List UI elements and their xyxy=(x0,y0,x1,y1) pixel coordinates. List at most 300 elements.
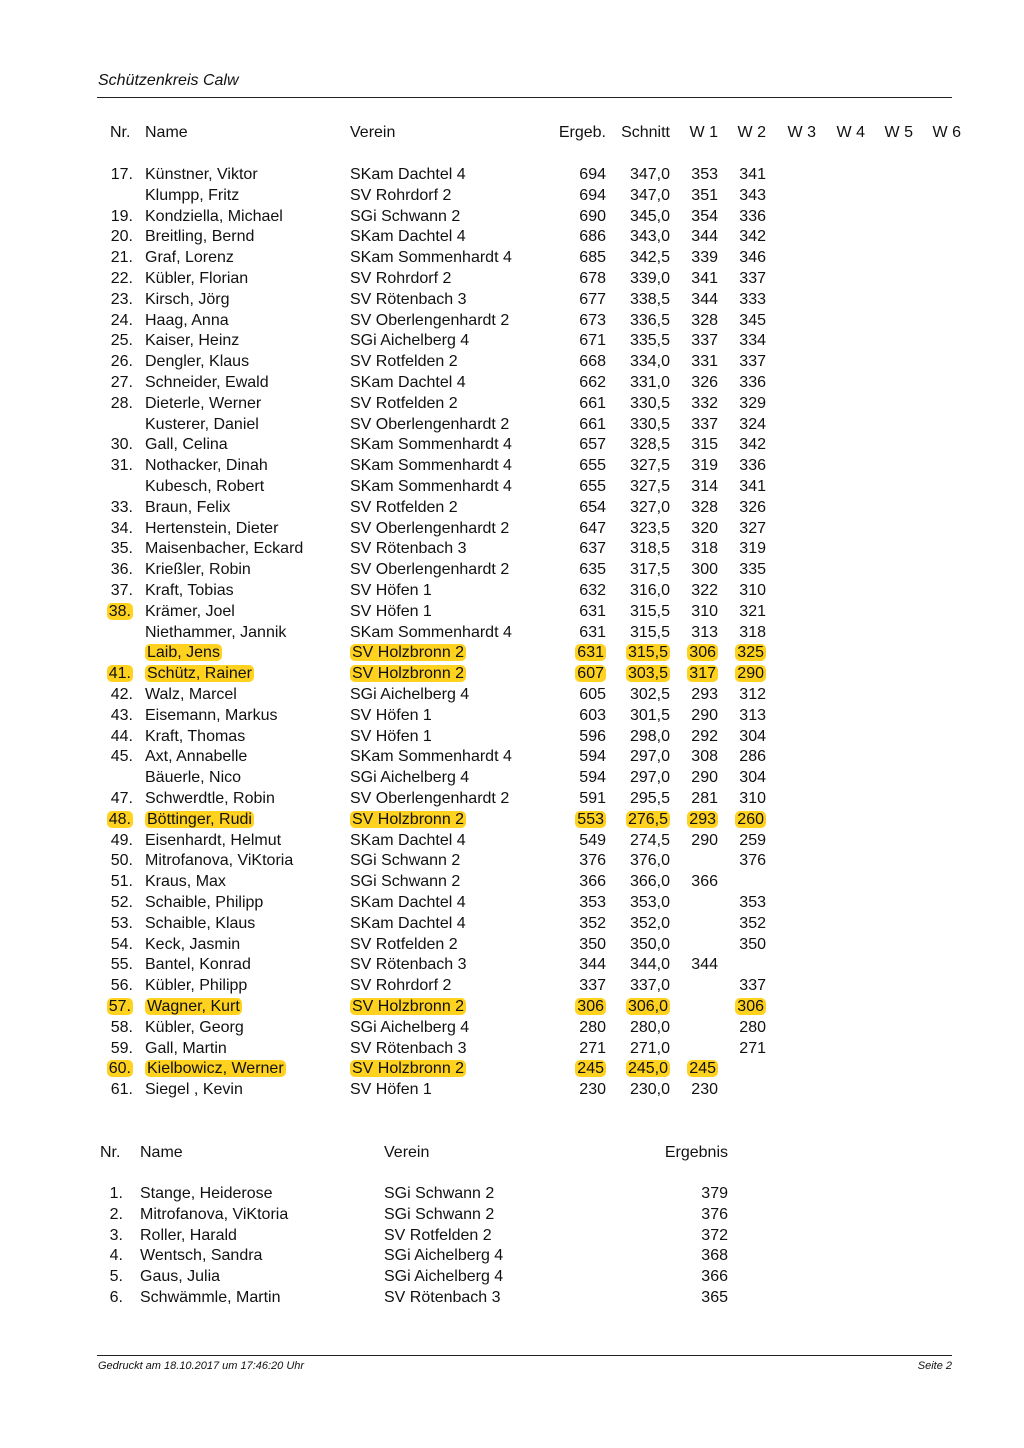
cell-w2 xyxy=(728,913,766,934)
cell-w2-text: 376 xyxy=(739,852,766,870)
cell-erg xyxy=(556,975,606,996)
cell-verein-text: SV Rohrdorf 2 xyxy=(350,186,452,204)
table-row xyxy=(0,830,1024,851)
cell-name-text: Krämer, Joel xyxy=(145,602,235,620)
cell-w1-text: 353 xyxy=(691,166,718,183)
cell-schnitt-text: 327,0 xyxy=(629,498,670,516)
cell-w2 xyxy=(728,559,766,580)
table-row xyxy=(0,268,1024,289)
cell-w2 xyxy=(728,788,766,809)
cell-schnitt xyxy=(614,850,670,871)
table-row xyxy=(0,642,1024,663)
cell-nr-text: 41. xyxy=(108,665,131,683)
cell-name xyxy=(145,767,241,788)
cell-name xyxy=(145,1058,286,1079)
cell-verein xyxy=(350,1058,466,1079)
table-row xyxy=(0,226,1024,247)
cell-name: Mitrofanova, ViKtoria xyxy=(140,1205,289,1223)
cell-name-text: Breitling, Bernd xyxy=(145,228,255,246)
cell-verein-text: SKam Sommenhardt 4 xyxy=(350,748,512,766)
table-row xyxy=(0,913,1024,934)
cell-nr: 6. xyxy=(109,1289,123,1306)
cell-verein-text: SV Rötenbach 3 xyxy=(350,956,467,974)
cell-erg: 365 xyxy=(701,1289,728,1306)
cell-verein-text: SV Holzbronn 2 xyxy=(352,665,465,683)
cell-w2 xyxy=(728,164,766,185)
cell-w2 xyxy=(728,206,766,227)
cell-verein xyxy=(350,476,512,497)
cell-nr-text: 52. xyxy=(110,894,133,911)
cell-name xyxy=(145,830,281,851)
cell-verein xyxy=(350,164,466,185)
cell-w2-text: 318 xyxy=(739,623,766,641)
cell-nr: 2. xyxy=(109,1205,123,1223)
cell-erg xyxy=(556,497,606,518)
cell-verein xyxy=(350,1079,432,1100)
cell-erg: 366 xyxy=(701,1268,728,1286)
cell-nr xyxy=(96,518,133,539)
cell-nr xyxy=(96,226,133,247)
cell-name-text: Walz, Marcel xyxy=(145,686,237,703)
cell-w2-text: 271 xyxy=(739,1039,766,1057)
cell-name xyxy=(145,455,268,476)
cell-schnitt xyxy=(614,830,670,851)
cell-name xyxy=(145,809,254,830)
cell-erg-text: 352 xyxy=(579,914,606,932)
cell-name xyxy=(145,247,234,268)
table-row xyxy=(0,372,1024,393)
cell-w1-text: 245 xyxy=(689,1060,716,1078)
cell-name xyxy=(145,497,230,518)
cell-erg-text: 603 xyxy=(579,706,606,724)
cell-w2 xyxy=(728,1038,766,1059)
cell-schnitt xyxy=(614,975,670,996)
cell-nr xyxy=(96,830,133,851)
table-row xyxy=(0,934,1024,955)
cell-w1-text: 290 xyxy=(691,769,718,787)
cell-erg xyxy=(556,663,606,684)
cell-erg xyxy=(556,1017,606,1038)
table-row xyxy=(0,601,1024,622)
cell-nr xyxy=(96,1038,133,1059)
cell-nr-text: 47. xyxy=(110,790,133,807)
cell-name-text: Künstner, Viktor xyxy=(145,166,258,183)
cell-verein-text: SGi Aichelberg 4 xyxy=(350,769,470,787)
cell-w2-text: 337 xyxy=(739,353,766,371)
cell-verein xyxy=(350,809,466,830)
cell-w1-text: 354 xyxy=(691,207,718,225)
cell-schnitt xyxy=(614,476,670,497)
cell-nr-text: 55. xyxy=(110,956,133,974)
cell-erg-text: 694 xyxy=(579,186,606,204)
cell-name xyxy=(145,289,229,310)
cell-w1-text: 319 xyxy=(691,457,718,475)
cell-schnitt xyxy=(614,247,670,268)
cell-schnitt xyxy=(614,1058,670,1079)
cell-erg xyxy=(556,226,606,247)
cell-nr xyxy=(96,330,133,351)
cell-erg xyxy=(556,351,606,372)
table-row xyxy=(0,351,1024,372)
cell-nr-text: 28. xyxy=(110,394,133,412)
cell-w1-text: 315 xyxy=(691,436,718,454)
cell-nr: 5. xyxy=(109,1268,123,1286)
cell-verein xyxy=(350,330,469,351)
cell-w2-text: 353 xyxy=(739,894,766,911)
cell-w1 xyxy=(680,393,718,414)
cell-erg xyxy=(556,476,606,497)
cell-verein-text: SGi Schwann 2 xyxy=(350,207,461,225)
cell-name xyxy=(145,996,242,1017)
cell-nr: 1. xyxy=(109,1185,123,1202)
cell-name xyxy=(145,206,283,227)
cell-name xyxy=(145,310,229,331)
cell-w1 xyxy=(680,268,718,289)
cell-name xyxy=(145,850,293,871)
col-w6: W 6 xyxy=(932,124,961,141)
cell-name-text: Keck, Jasmin xyxy=(145,935,241,953)
cell-nr xyxy=(96,726,133,747)
cell-name-text: Dengler, Klaus xyxy=(145,353,250,371)
cell-verein-text: SV Holzbronn 2 xyxy=(352,1060,465,1078)
cell-name xyxy=(145,226,254,247)
col-w2: W 2 xyxy=(737,124,766,141)
cell-nr-text: 49. xyxy=(110,831,133,849)
cell-schnitt-text: 328,5 xyxy=(629,436,670,454)
cell-verein xyxy=(350,954,467,975)
cell-w2-text: 352 xyxy=(739,914,766,932)
cell-nr xyxy=(96,393,133,414)
cell-erg-text: 637 xyxy=(579,540,606,558)
cell-name xyxy=(145,871,226,892)
cell-nr-text: 26. xyxy=(110,353,133,371)
cell-verein xyxy=(350,663,466,684)
cell-nr-text: 36. xyxy=(110,561,133,579)
cell-w1 xyxy=(680,1058,718,1079)
cell-w1 xyxy=(680,559,718,580)
cell-erg: 372 xyxy=(701,1226,728,1244)
cell-name-text: Hertenstein, Dieter xyxy=(145,519,279,537)
cell-erg xyxy=(556,289,606,310)
cell-erg-text: 337 xyxy=(579,977,606,995)
table-row xyxy=(0,892,1024,913)
cell-schnitt xyxy=(614,330,670,351)
cell-schnitt xyxy=(614,996,670,1017)
cell-erg xyxy=(556,1058,606,1079)
cell-w2 xyxy=(728,518,766,539)
cell-w1 xyxy=(680,247,718,268)
cell-nr-text: 58. xyxy=(110,1018,133,1036)
cell-verein: SV Rötenbach 3 xyxy=(384,1289,501,1306)
cell-nr xyxy=(96,871,133,892)
cell-w2-text: 260 xyxy=(737,810,764,828)
cell-verein-text: SV Holzbronn 2 xyxy=(352,644,465,662)
cell-nr-text: 34. xyxy=(110,519,133,537)
cell-w2-text: 337 xyxy=(739,977,766,995)
cell-schnitt xyxy=(614,622,670,643)
cell-nr xyxy=(96,268,133,289)
cell-nr xyxy=(96,913,133,934)
cell-erg-text: 376 xyxy=(579,852,606,870)
cell-w2-text: 327 xyxy=(739,519,766,537)
cell-w1 xyxy=(680,226,718,247)
main-table-header xyxy=(0,122,1024,143)
cell-erg-text: 350 xyxy=(579,935,606,953)
cell-schnitt xyxy=(614,954,670,975)
cell-verein-text: SV Rohrdorf 2 xyxy=(350,977,452,995)
cell-nr xyxy=(96,559,133,580)
cell-name-text: Kübler, Georg xyxy=(145,1018,244,1036)
cell-verein xyxy=(350,684,469,705)
cell-w2-text: 342 xyxy=(739,436,766,454)
cell-w1 xyxy=(680,954,718,975)
cell-nr xyxy=(96,996,133,1017)
cell-name-text: Schaible, Klaus xyxy=(145,914,256,932)
table-row xyxy=(0,497,1024,518)
cell-name-text: Kusterer, Daniel xyxy=(145,415,259,433)
cell-schnitt-text: 245,0 xyxy=(627,1060,668,1078)
cell-erg-text: 686 xyxy=(579,228,606,246)
cell-name-text: Krießler, Robin xyxy=(145,561,251,579)
cell-erg xyxy=(556,164,606,185)
cell-verein xyxy=(350,705,432,726)
cell-name: Gaus, Julia xyxy=(140,1268,221,1286)
cell-verein xyxy=(350,580,432,601)
cell-verein xyxy=(350,830,466,851)
cell-erg xyxy=(556,809,606,830)
cell-schnitt-text: 303,5 xyxy=(627,665,668,683)
cell-w1-text: 337 xyxy=(691,332,718,350)
table-row xyxy=(0,393,1024,414)
cell-schnitt-text: 317,5 xyxy=(629,561,670,579)
cell-w2 xyxy=(728,226,766,247)
cell-nr-text: 59. xyxy=(110,1039,133,1057)
cell-erg xyxy=(556,559,606,580)
cell-erg-text: 632 xyxy=(579,582,606,599)
cell-verein-text: SV Rotfelden 2 xyxy=(350,394,458,412)
cell-w1 xyxy=(680,767,718,788)
cell-name xyxy=(145,1017,244,1038)
col-ergeb: Ergeb. xyxy=(558,124,606,141)
cell-name xyxy=(145,185,239,206)
cell-w1 xyxy=(680,705,718,726)
cell-name xyxy=(145,164,258,185)
cell-verein-text: SV Rotfelden 2 xyxy=(350,935,458,953)
cell-w1-text: 366 xyxy=(691,873,718,891)
cell-verein-text: SGi Schwann 2 xyxy=(350,852,461,870)
cell-verein xyxy=(350,414,509,435)
cell-erg-text: 306 xyxy=(577,998,604,1015)
cell-w2 xyxy=(728,497,766,518)
cell-name-text: Laib, Jens xyxy=(147,644,220,662)
table-row xyxy=(0,580,1024,601)
cell-schnitt xyxy=(614,580,670,601)
cell-verein-text: SV Holzbronn 2 xyxy=(352,810,465,828)
cell-erg xyxy=(556,414,606,435)
cell-erg xyxy=(556,788,606,809)
cell-w1-text: 339 xyxy=(691,249,718,267)
table-row xyxy=(0,538,1024,559)
cell-name-text: Schaible, Philipp xyxy=(145,894,264,911)
cell-w2 xyxy=(728,414,766,435)
cell-verein: SV Rotfelden 2 xyxy=(384,1226,492,1244)
cell-verein xyxy=(350,247,512,268)
cell-name xyxy=(145,954,251,975)
cell-w1-text: 328 xyxy=(691,311,718,329)
cell-w1 xyxy=(680,622,718,643)
cell-w1 xyxy=(680,518,718,539)
cell-nr xyxy=(96,538,133,559)
cell-schnitt xyxy=(614,1017,670,1038)
cell-verein-text: SV Oberlengenhardt 2 xyxy=(350,519,510,537)
table-row xyxy=(0,518,1024,539)
cell-schnitt-text: 331,0 xyxy=(629,374,670,391)
cell-verein xyxy=(350,372,466,393)
cell-nr: 3. xyxy=(109,1226,123,1244)
cell-w2-text: 304 xyxy=(739,769,766,787)
list-item xyxy=(0,1204,1024,1225)
cell-schnitt-text: 276,5 xyxy=(627,810,668,828)
cell-nr xyxy=(96,788,133,809)
cell-w1-text: 313 xyxy=(691,623,718,641)
cell-verein-text: SV Höfen 1 xyxy=(350,706,432,724)
cell-nr-text: 17. xyxy=(110,166,133,183)
cell-w1-text: 300 xyxy=(691,561,718,579)
cell-w2 xyxy=(728,892,766,913)
cell-erg-text: 594 xyxy=(579,769,606,787)
cell-schnitt xyxy=(614,663,670,684)
cell-name xyxy=(145,538,303,559)
table-row xyxy=(0,1038,1024,1059)
table-row xyxy=(0,185,1024,206)
cell-w2-text: 319 xyxy=(739,540,766,558)
cell-erg-text: 280 xyxy=(579,1018,606,1036)
cell-schnitt-text: 347,0 xyxy=(629,186,670,204)
col-w1: W 1 xyxy=(689,124,718,141)
cell-erg-text: 230 xyxy=(579,1081,606,1099)
cell-schnitt xyxy=(614,414,670,435)
cell-verein xyxy=(350,226,466,247)
cell-erg xyxy=(556,913,606,934)
cell-w2-text: 337 xyxy=(739,270,766,287)
cell-name-text: Bäuerle, Nico xyxy=(145,769,242,787)
col-verein-2: Verein xyxy=(384,1144,430,1161)
cell-erg: 368 xyxy=(701,1247,728,1265)
cell-erg-text: 678 xyxy=(579,270,606,287)
table-row xyxy=(0,705,1024,726)
cell-name xyxy=(145,684,237,705)
cell-name-text: Schütz, Rainer xyxy=(147,665,252,683)
cell-w1 xyxy=(680,185,718,206)
cell-w2-text: 329 xyxy=(739,394,766,412)
table-row xyxy=(0,684,1024,705)
cell-schnitt-text: 337,0 xyxy=(629,977,670,995)
cell-nr-text: 20. xyxy=(110,228,133,246)
cell-nr-text: 54. xyxy=(110,935,133,953)
cell-w1-text: 292 xyxy=(691,727,718,745)
cell-erg-text: 594 xyxy=(579,748,606,766)
cell-name-text: Kübler, Philipp xyxy=(145,977,248,995)
cell-w1 xyxy=(680,476,718,497)
cell-schnitt xyxy=(614,310,670,331)
cell-name-text: Kubesch, Robert xyxy=(145,478,265,495)
cell-verein xyxy=(350,601,432,622)
cell-schnitt-text: 316,0 xyxy=(629,582,670,599)
list-item xyxy=(0,1245,1024,1266)
cell-nr-text: 25. xyxy=(110,332,133,350)
cell-w2-text: 290 xyxy=(737,665,764,683)
table-row xyxy=(0,434,1024,455)
cell-verein xyxy=(350,289,467,310)
cell-erg-text: 655 xyxy=(579,457,606,475)
cell-name: Schwämmle, Martin xyxy=(140,1289,281,1306)
cell-nr-text: 35. xyxy=(110,540,133,558)
cell-w2-text: 286 xyxy=(739,748,766,766)
cell-verein-text: SV Höfen 1 xyxy=(350,602,432,620)
col-ergebnis-2: Ergebnis xyxy=(664,1144,728,1161)
cell-verein-text: SKam Dachtel 4 xyxy=(350,831,466,849)
cell-erg xyxy=(556,310,606,331)
cell-w1-text: 293 xyxy=(691,686,718,703)
cell-name xyxy=(145,913,255,934)
cell-w2-text: 342 xyxy=(739,228,766,246)
cell-verein xyxy=(350,892,466,913)
cell-verein-text: SV Oberlengenhardt 2 xyxy=(350,415,510,433)
cell-verein xyxy=(350,434,512,455)
cell-w2-text: 341 xyxy=(739,166,766,183)
cell-w1-text: 328 xyxy=(691,498,718,516)
cell-w2-text: 350 xyxy=(739,935,766,953)
cell-w2 xyxy=(728,330,766,351)
cell-name xyxy=(145,518,278,539)
col-w4: W 4 xyxy=(836,124,865,141)
cell-name xyxy=(145,788,275,809)
cell-name: Roller, Harald xyxy=(140,1226,237,1244)
cell-name xyxy=(145,268,248,289)
col-verein: Verein xyxy=(350,124,396,141)
table-row xyxy=(0,996,1024,1017)
cell-nr-text: 50. xyxy=(110,852,133,870)
cell-erg-text: 694 xyxy=(579,166,606,183)
col-name: Name xyxy=(145,124,188,141)
cell-schnitt xyxy=(614,746,670,767)
cell-verein-text: SKam Dachtel 4 xyxy=(350,894,466,911)
cell-name xyxy=(145,1038,227,1059)
cell-nr xyxy=(96,975,133,996)
cell-w1-text: 290 xyxy=(691,831,718,849)
cell-schnitt-text: 345,0 xyxy=(629,207,670,225)
cell-verein-text: SV Rotfelden 2 xyxy=(350,498,458,516)
cell-erg xyxy=(556,746,606,767)
cell-erg-text: 673 xyxy=(579,311,606,329)
cell-nr-text: 31. xyxy=(110,457,133,475)
cell-w1 xyxy=(680,642,718,663)
cell-name-text: Kaiser, Heinz xyxy=(145,332,240,350)
page-header-title: Schützenkreis Calw xyxy=(98,72,239,89)
cell-w2 xyxy=(728,455,766,476)
cell-w2 xyxy=(728,726,766,747)
cell-nr-text: 48. xyxy=(108,810,131,828)
cell-w1 xyxy=(680,351,718,372)
cell-erg xyxy=(556,705,606,726)
cell-erg xyxy=(556,892,606,913)
cell-verein-text: SKam Dachtel 4 xyxy=(350,166,466,183)
cell-erg-text: 668 xyxy=(579,353,606,371)
cell-verein xyxy=(350,497,458,518)
cell-verein-text: SV Höfen 1 xyxy=(350,727,432,745)
cell-schnitt-text: 366,0 xyxy=(629,873,670,891)
cell-w2-text: 259 xyxy=(739,831,766,849)
